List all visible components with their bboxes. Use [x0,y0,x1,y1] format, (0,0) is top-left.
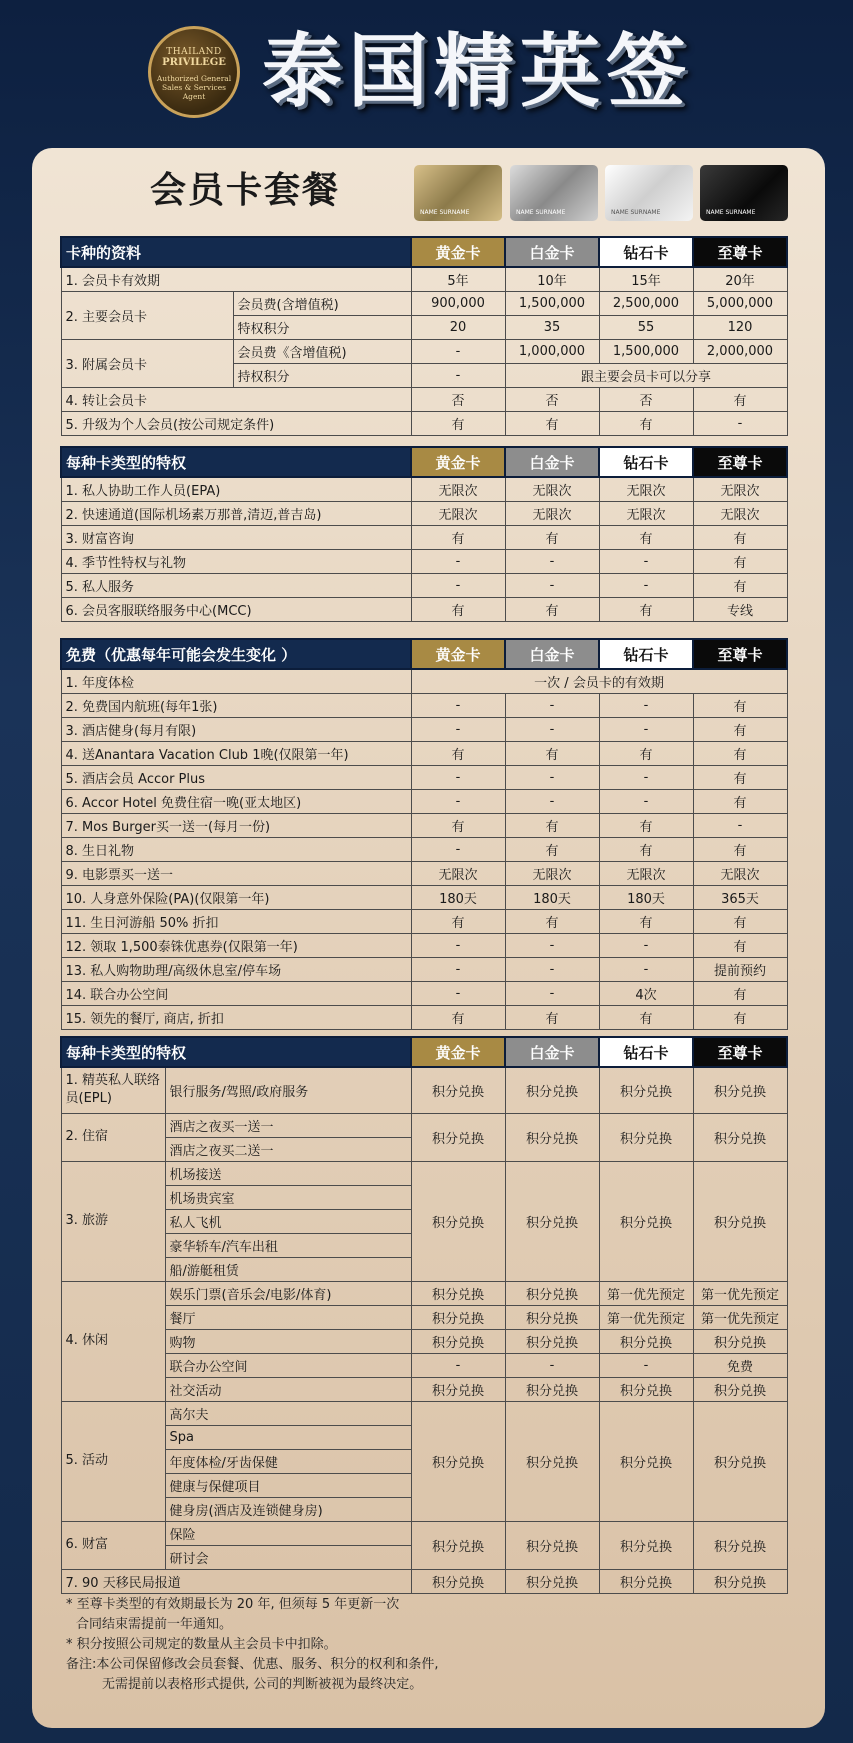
cell: 积分兑换 [411,1305,505,1329]
row-label: 4. 休闲 [61,1281,165,1401]
table-row [61,669,787,694]
cell: - [599,550,693,574]
cell: 有 [505,598,599,622]
row-sublabel: 船/游艇租赁 [165,1257,411,1281]
cell: 免费 [693,1353,787,1377]
cell: - [505,1353,599,1377]
section-title: 每种卡类型的特权 [61,1037,411,1067]
cell: 有 [693,1006,787,1030]
cell: 1,500,000 [505,292,599,316]
cell: 第一优先预定 [599,1305,693,1329]
row-label: 6. 财富 [61,1521,165,1569]
cell: 有 [693,742,787,766]
cell: 15年 [599,267,693,292]
table-row [61,742,787,766]
row-sublabel: Spa [165,1425,411,1449]
col-supreme-card: 至尊卡 [693,1037,787,1067]
cell: 有 [411,526,505,550]
row-label: 2. 快速通道(国际机场素万那普,清迈,普吉岛) [61,502,411,526]
row-sublabel: 健康与保健项目 [165,1473,411,1497]
cell: 有 [505,742,599,766]
cell: - [411,718,505,742]
row-sublabel: 保险 [165,1521,411,1545]
cell: 积分兑换 [599,1569,693,1593]
cell: 有 [599,412,693,436]
row-label: 4. 季节性特权与礼物 [61,550,411,574]
cell: 积分兑换 [505,1113,599,1161]
cell: 无限次 [411,862,505,886]
table-row [61,502,787,526]
cell: 无限次 [599,502,693,526]
table-row [61,1305,787,1329]
table-row [61,886,787,910]
row-label: 6. Accor Hotel 免费住宿一晚(亚太地区) [61,790,411,814]
row-label: 2. 住宿 [61,1113,165,1161]
cell: - [411,550,505,574]
cell: 有 [411,598,505,622]
cell: 无限次 [693,477,787,502]
section-title: 免费（优惠每年可能会发生变化 ） [61,639,411,669]
row-sublabel: 酒店之夜买二送一 [165,1137,411,1161]
note-line: 无需提前以表格形式提供, 公司的判断被视为最终决定。 [102,1677,423,1692]
row-label: 8. 生日礼物 [61,838,411,862]
card-name-text: NAME SURNAME [420,209,470,216]
cell: 积分兑换 [505,1067,599,1113]
cell: 无限次 [693,502,787,526]
platinum-card-image [510,165,598,221]
cell: 无限次 [599,862,693,886]
cell: 有 [693,550,787,574]
cell: 积分兑换 [411,1113,505,1161]
table-row [61,982,787,1006]
row-sublabel: 豪华轿车/汽车出租 [165,1233,411,1257]
free-benefits-table [60,638,788,1030]
col-gold-card: 黄金卡 [411,639,505,669]
cell: 有 [693,766,787,790]
table-row [61,1401,787,1425]
cell: 20 [411,316,505,340]
card-name-text: NAME SURNAME [706,209,756,216]
cell: 有 [411,1006,505,1030]
cell: 365天 [693,886,787,910]
cell: 积分兑换 [505,1569,599,1593]
cell: - [505,574,599,598]
cell: 积分兑换 [411,1067,505,1113]
cell: - [411,340,505,364]
cell: 积分兑换 [693,1113,787,1161]
cell: 积分兑换 [599,1113,693,1161]
cell: - [505,694,599,718]
cell: 有 [693,574,787,598]
col-supreme-card: 至尊卡 [693,447,787,477]
row-label: 13. 私人购物助理/高级休息室/停车场 [61,958,411,982]
cell: 积分兑换 [693,1329,787,1353]
logo-text-3: Authorized General Sales & Services Agent [156,74,232,101]
cell: 积分兑换 [693,1067,787,1113]
table-row [61,814,787,838]
row-label: 5. 私人服务 [61,574,411,598]
cell: 有 [599,526,693,550]
cell: 积分兑换 [693,1569,787,1593]
cell: 无限次 [693,862,787,886]
cell: 有 [599,838,693,862]
col-platinum-card: 白金卡 [505,1037,599,1067]
footnotes [66,1595,439,1695]
cell: 有 [693,694,787,718]
cell: 积分兑换 [505,1161,599,1281]
cell: 否 [505,388,599,412]
col-gold-card: 黄金卡 [411,447,505,477]
cell: 55 [599,316,693,340]
row-label: 14. 联合办公空间 [61,982,411,1006]
cell: - [411,790,505,814]
cell: 有 [599,1006,693,1030]
table-row [61,1006,787,1030]
cell: - [599,934,693,958]
cell: 积分兑换 [411,1377,505,1401]
row-sublabel: 年度体检/牙齿保健 [165,1449,411,1473]
cell: 有 [599,598,693,622]
cell: 有 [411,814,505,838]
cell: - [505,550,599,574]
cell: 积分兑换 [599,1329,693,1353]
cell: 积分兑换 [599,1401,693,1521]
cell: 180天 [411,886,505,910]
cell: 有 [411,412,505,436]
logo-text-1: THAILAND [166,47,222,57]
cell: 积分兑换 [505,1305,599,1329]
cell: - [411,838,505,862]
col-diamond-card: 钻石卡 [599,639,693,669]
cell: - [505,718,599,742]
row-sublabel: 特权积分 [233,316,411,340]
table-row [61,412,787,436]
table-row [61,790,787,814]
cell: 第一优先预定 [693,1281,787,1305]
col-platinum-card: 白金卡 [505,237,599,267]
cell: 无限次 [411,477,505,502]
row-sublabel: 酒店之夜买一送一 [165,1113,411,1137]
row-sublabel: 娱乐门票(音乐会/电影/体育) [165,1281,411,1305]
row-label: 9. 电影票买一送一 [61,862,411,886]
cell: 有 [505,1006,599,1030]
cell: 有 [505,814,599,838]
row-sublabel: 机场接送 [165,1161,411,1185]
cell: 无限次 [411,502,505,526]
cell: 4次 [599,982,693,1006]
row-sublabel: 银行服务/驾照/政府服务 [165,1067,411,1113]
row-sublabel: 持权积分 [233,364,411,388]
table-row [61,910,787,934]
row-label: 3. 旅游 [61,1161,165,1281]
cell: 10年 [505,267,599,292]
row-sublabel: 私人飞机 [165,1209,411,1233]
card-name-text: NAME SURNAME [516,209,566,216]
col-platinum-card: 白金卡 [505,639,599,669]
cell: - [505,766,599,790]
cell: 积分兑换 [505,1521,599,1569]
table-row [61,292,787,316]
cell: - [411,364,505,388]
cell: 积分兑换 [505,1377,599,1401]
row-sublabel: 高尔夫 [165,1401,411,1425]
privileges-table [60,446,788,622]
row-label: 7. 90 天移民局报道 [61,1569,411,1593]
cell: 积分兑换 [599,1161,693,1281]
cell: 第一优先预定 [693,1305,787,1329]
table-row [61,1377,787,1401]
cell: 无限次 [505,502,599,526]
col-platinum-card: 白金卡 [505,447,599,477]
table-row [61,1329,787,1353]
cell: 2,000,000 [693,340,787,364]
cell: - [599,1353,693,1377]
cell: 有 [693,388,787,412]
cell: 否 [411,388,505,412]
cell: 900,000 [411,292,505,316]
row-label: 7. Mos Burger买一送一(每月一份) [61,814,411,838]
supreme-card-image [700,165,788,221]
cell: 积分兑换 [505,1281,599,1305]
cell: - [505,982,599,1006]
card-name-text: NAME SURNAME [611,209,661,216]
row-label: 5. 酒店会员 Accor Plus [61,766,411,790]
row-sublabel: 机场贵宾室 [165,1185,411,1209]
table-row [61,694,787,718]
cell: 积分兑换 [599,1377,693,1401]
cell: 有 [693,910,787,934]
table-row [61,1113,787,1137]
cell: 提前预约 [693,958,787,982]
table-row [61,1161,787,1185]
cell: - [599,958,693,982]
cell: 积分兑换 [693,1377,787,1401]
table-row [61,1521,787,1545]
row-sublabel: 研讨会 [165,1545,411,1569]
logo-text-2: PRIVILEGE [162,57,226,68]
cell: - [411,934,505,958]
cell: 有 [505,412,599,436]
cell: - [599,694,693,718]
row-label: 3. 酒店健身(每月有限) [61,718,411,742]
row-sublabel: 联合办公空间 [165,1353,411,1377]
row-label: 1. 会员卡有效期 [61,267,411,292]
cell: 5,000,000 [693,292,787,316]
cell: 专线 [693,598,787,622]
col-supreme-card: 至尊卡 [693,639,787,669]
table-row [61,1067,787,1113]
cell: - [599,574,693,598]
cell: 1,000,000 [505,340,599,364]
row-label: 4. 送Anantara Vacation Club 1晚(仅限第一年) [61,742,411,766]
section-title: 卡种的资料 [61,237,411,267]
cell: 积分兑换 [693,1401,787,1521]
table-row [61,388,787,412]
row-sublabel: 会员费(含增值税) [233,292,411,316]
cell: - [411,766,505,790]
cell: 积分兑换 [599,1067,693,1113]
table-row [61,1353,787,1377]
cell: - [599,790,693,814]
row-label: 2. 主要会员卡 [61,292,233,340]
card-info-table [60,236,788,436]
table-row [61,934,787,958]
cell: 有 [411,742,505,766]
note-line: 合同结束需提前一年通知。 [76,1617,233,1632]
row-label: 1. 年度体检 [61,669,411,694]
cell: 无限次 [599,477,693,502]
cell: 5年 [411,267,505,292]
cell: 35 [505,316,599,340]
table-row [61,477,787,502]
table-row [61,267,787,292]
table-row [61,838,787,862]
panel-title: 会员卡套餐 [150,169,341,211]
table-row [61,1281,787,1305]
table-row [61,766,787,790]
table-row [61,526,787,550]
row-label: 3. 财富咨询 [61,526,411,550]
row-label: 5. 活动 [61,1401,165,1521]
cell: - [505,958,599,982]
cell: - [411,574,505,598]
table-row [61,574,787,598]
table-row [61,718,787,742]
row-label: 12. 领取 1,500泰铢优惠券(仅限第一年) [61,934,411,958]
col-supreme-card: 至尊卡 [693,237,787,267]
cell: 2,500,000 [599,292,693,316]
cell: 积分兑换 [411,1329,505,1353]
cell: 积分兑换 [411,1281,505,1305]
table-row [61,1569,787,1593]
table-row [61,958,787,982]
cell: 积分兑换 [505,1329,599,1353]
row-label: 10. 人身意外保险(PA)(仅限第一年) [61,886,411,910]
cell: 有 [693,838,787,862]
row-label: 11. 生日河游船 50% 折扣 [61,910,411,934]
cell: 20年 [693,267,787,292]
cell: 有 [505,838,599,862]
cell: 跟主要会员卡可以分享 [505,364,787,388]
cell: 有 [599,910,693,934]
cell: 一次 / 会员卡的有效期 [411,669,787,694]
cell: 积分兑换 [693,1521,787,1569]
row-label: 4. 转让会员卡 [61,388,411,412]
cell: - [505,934,599,958]
cell: 有 [599,814,693,838]
cell: 有 [693,790,787,814]
cell: - [411,958,505,982]
cell: 有 [505,526,599,550]
cell: 积分兑换 [693,1161,787,1281]
table-row [61,340,787,364]
row-label: 5. 升级为个人会员(按公司规定条件) [61,412,411,436]
row-sublabel: 会员费《含增值税) [233,340,411,364]
row-label: 1. 精英私人联络员(EPL) [61,1067,165,1113]
cell: 180天 [599,886,693,910]
cell: 120 [693,316,787,340]
thailand-privilege-logo [148,26,240,118]
row-label: 2. 免费国内航班(每年1张) [61,694,411,718]
cell: 积分兑换 [411,1521,505,1569]
cell: - [411,982,505,1006]
cell: 积分兑换 [411,1401,505,1521]
row-sublabel: 购物 [165,1329,411,1353]
col-gold-card: 黄金卡 [411,1037,505,1067]
cell: - [693,814,787,838]
cell: - [411,1353,505,1377]
table-header-row [61,447,787,477]
col-diamond-card: 钻石卡 [599,447,693,477]
cell: 有 [693,982,787,1006]
row-label: 3. 附属会员卡 [61,340,233,388]
cell: 有 [693,934,787,958]
diamond-card-image [605,165,693,221]
cell: - [599,718,693,742]
note-line: 备注:本公司保留修改会员套餐、优惠、服务、积分的权利和条件, [66,1657,439,1672]
cell: 积分兑换 [411,1569,505,1593]
table-header-row [61,1037,787,1067]
cell: - [505,790,599,814]
cell: 积分兑换 [505,1401,599,1521]
row-label: 15. 领先的餐厅, 商店, 折扣 [61,1006,411,1030]
note-line: * 至尊卡类型的有效期最长为 20 年, 但须每 5 年更新一次 [66,1597,400,1612]
table-row [61,862,787,886]
main-title: 泰国精英签 [262,25,692,118]
cell: 积分兑换 [599,1521,693,1569]
col-gold-card: 黄金卡 [411,237,505,267]
cell: 有 [411,910,505,934]
col-diamond-card: 钻石卡 [599,1037,693,1067]
cell: 第一优先预定 [599,1281,693,1305]
points-redemption-table [60,1036,788,1594]
cell: 1,500,000 [599,340,693,364]
section-title: 每种卡类型的特权 [61,447,411,477]
cell: 否 [599,388,693,412]
cell: 有 [599,742,693,766]
cell: - [411,694,505,718]
cell: 无限次 [505,477,599,502]
row-sublabel: 健身房(酒店及连锁健身房) [165,1497,411,1521]
cell: 有 [693,526,787,550]
cell: 有 [505,910,599,934]
cell: - [693,412,787,436]
row-label: 6. 会员客服联络服务中心(MCC) [61,598,411,622]
table-header-row [61,639,787,669]
cell: 有 [693,718,787,742]
col-diamond-card: 钻石卡 [599,237,693,267]
cell: 180天 [505,886,599,910]
cell: 积分兑换 [411,1161,505,1281]
table-header-row [61,237,787,267]
table-row [61,550,787,574]
row-sublabel: 餐厅 [165,1305,411,1329]
note-line: * 积分按照公司规定的数量从主会员卡中扣除。 [66,1637,337,1652]
table-row [61,598,787,622]
cell: 无限次 [505,862,599,886]
row-sublabel: 社交活动 [165,1377,411,1401]
gold-card-image [414,165,502,221]
cell: - [599,766,693,790]
row-label: 1. 私人协助工作人员(EPA) [61,477,411,502]
